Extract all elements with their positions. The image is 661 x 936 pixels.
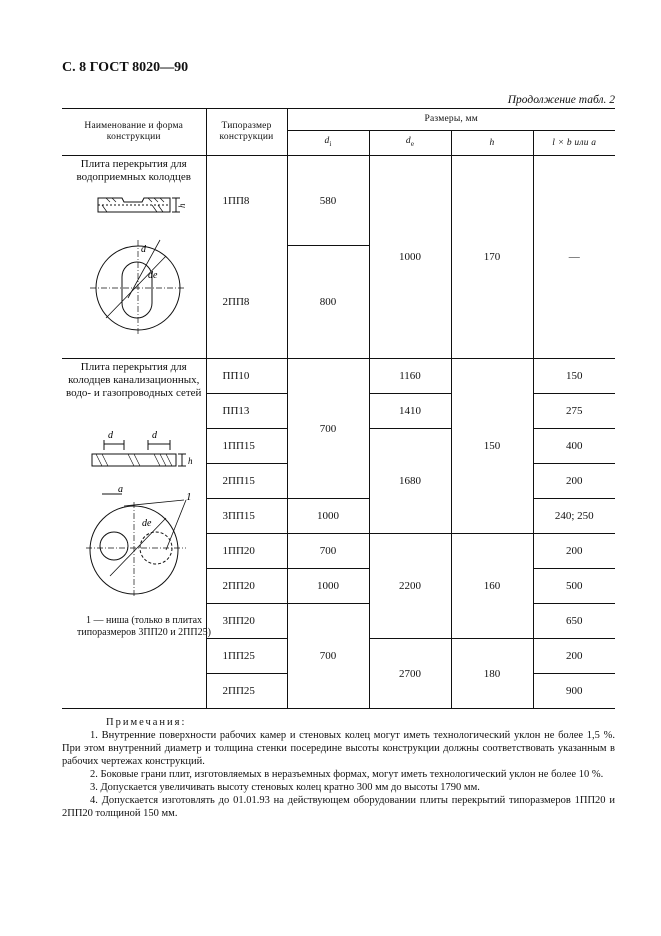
table-cell: 1680: [369, 429, 451, 534]
table-cell: 1ПП20: [206, 534, 287, 569]
diagram-label-di: d: [141, 244, 146, 255]
table-cell: 275: [533, 394, 615, 429]
table-cell: 800: [287, 246, 369, 359]
note-item: 4. Допускается изготовлять до 01.01.93 на действующем оборудовании плиты перекрытий типоразмеров 1ПП20 и 2ПП20 толщиной 150 мм.: [62, 795, 615, 819]
slab-plan-diagram-2: [86, 484, 198, 604]
table-cell: 2ПП15: [206, 464, 287, 499]
table-cell: 700: [287, 604, 369, 709]
table-cell: 580: [287, 156, 369, 246]
table-cell: 2700: [369, 639, 451, 709]
table-cell: 1160: [369, 359, 451, 394]
table-cell: 700: [287, 534, 369, 569]
table-cell: 700: [287, 359, 369, 499]
diagram-label-1: 1: [186, 491, 192, 503]
table-cell: 1ПП15: [206, 429, 287, 464]
col-header-di: $d_i$: [287, 131, 369, 156]
slab-plan-diagram-1: [88, 232, 188, 342]
diagram-label-h: h: [177, 203, 187, 208]
table-cell: ПП10: [206, 359, 287, 394]
note-item: 2. Боковые грани плит, изготовляемых в неразъемных формах, могут иметь технологический уклон не более 10 %.: [90, 769, 604, 780]
col-header-de: $d_e$: [369, 131, 451, 156]
table-cell: 1410: [369, 394, 451, 429]
diagram-label-de: de: [148, 270, 158, 281]
table-cell: 1ПП25: [206, 639, 287, 674]
table-cell: 2ПП25: [206, 674, 287, 709]
note-item: 3. Допускается увеличивать высоту стеновых колец кратно 300 мм до высоты 1790 мм.: [90, 782, 480, 793]
diagram-label-di: d: [108, 430, 113, 441]
diagram-label-de: de: [142, 518, 152, 529]
table-cell: 3ПП20: [206, 604, 287, 639]
slab-section-diagram-2: [88, 426, 198, 476]
table-cell: 150: [533, 359, 615, 394]
col-header-sizes: Размеры, мм: [287, 109, 615, 131]
table-cell: 3ПП15: [206, 499, 287, 534]
table-cell: 170: [451, 156, 533, 359]
group1-name: Плита перекрытия для водоприемных колодцев: [76, 158, 191, 183]
slab-section-diagram-1: [92, 190, 192, 222]
col-header-lba: l × b или a: [533, 131, 615, 156]
table-cell: 1000: [287, 499, 369, 534]
table-cell: ПП13: [206, 394, 287, 429]
diagram-label-h: h: [188, 456, 193, 466]
table-cell: 200: [533, 534, 615, 569]
table-cell: 160: [451, 534, 533, 639]
table-cell: 2ПП8: [206, 246, 287, 359]
table-continuation-label: Продолжение табл. 2: [507, 94, 615, 106]
table-cell: 1000: [287, 569, 369, 604]
table-cell: 500: [533, 569, 615, 604]
table-cell: 240; 250: [533, 499, 615, 534]
table-cell: 650: [533, 604, 615, 639]
col-header-name: Наименование и форма конструкции: [62, 109, 206, 156]
col-header-h: h: [451, 131, 533, 156]
notes-title: Примечания:: [106, 717, 187, 728]
table-cell: —: [533, 156, 615, 359]
diagram-label-a: a: [118, 484, 123, 495]
table-cell: 200: [533, 639, 615, 674]
notes-section: [62, 716, 615, 820]
diagram-label-di: d: [152, 430, 157, 441]
page-header: С. 8 ГОСТ 8020—90: [62, 60, 189, 75]
table-cell: 400: [533, 429, 615, 464]
group2-name: Плита перекрытия для колодцев канализационных, водо- и газопроводных сетей: [66, 361, 202, 399]
table-cell: 180: [451, 639, 533, 709]
table-cell: 900: [533, 674, 615, 709]
table-cell: 1ПП8: [206, 156, 287, 246]
table-cell: 200: [533, 464, 615, 499]
table-cell: 1000: [369, 156, 451, 359]
table-cell: 2200: [369, 534, 451, 639]
table-cell: 150: [451, 359, 533, 534]
col-header-type: Типоразмер конструкции: [206, 109, 287, 156]
diagram-legend: 1 — ниша (только в плитах типоразмеров 3ПП20 и 2ПП25): [77, 615, 211, 638]
note-item: 1. Внутренние поверхности рабочих камер и стеновых колец могут иметь технологический уклон не более 1,5 %. При этом внутренний диаметр и толщина стенки посередине высоты конструкции должны соответствовать указанным в рабочих чертежах конструкций.: [62, 730, 615, 767]
table-cell: 2ПП20: [206, 569, 287, 604]
